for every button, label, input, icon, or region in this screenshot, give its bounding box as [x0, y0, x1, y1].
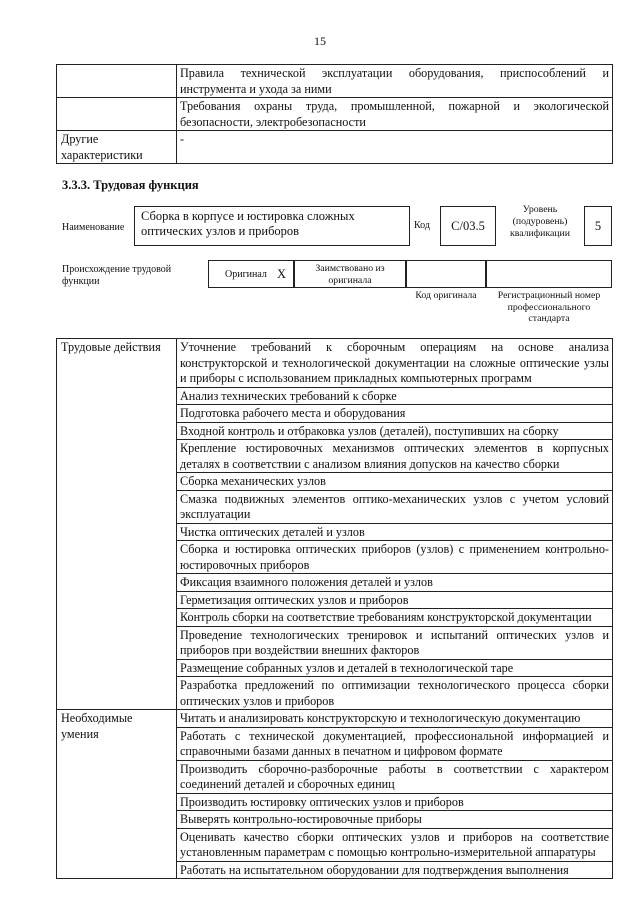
function-name-box	[134, 206, 410, 246]
table-cell	[177, 490, 613, 523]
labor-action-text: Анализ технических требований к сборке	[180, 388, 397, 403]
labor-action-text: Контроль сборки на соответствие требованиям конструкторской документации	[180, 610, 592, 624]
labor-action-text: Уточнение требований к сборочным операциям на основе анализа конструкторской и технологической документации на сложные оптические узлы и приборы с использованием прикладных компьютерных программ	[180, 340, 609, 385]
registration-number-caption: Регистрационный номер профессионального стандарта	[497, 290, 601, 324]
table-cell	[177, 591, 613, 609]
registration-number-box	[486, 260, 612, 288]
table-cell	[177, 339, 613, 388]
table-cell	[177, 677, 613, 710]
table-cell: Требования охраны труда, промышленной, пожарной и экологической безопасности, электробезопасности	[177, 98, 613, 131]
table-cell	[177, 626, 613, 659]
level-label: Уровень (подуровень) квалификации	[509, 204, 571, 239]
main-table	[56, 338, 613, 879]
table-cell	[177, 760, 613, 793]
table-cell	[177, 574, 613, 592]
section-title: 3.3.3. Трудовая функция	[62, 178, 199, 192]
table-cell	[177, 440, 613, 473]
original-code-box	[406, 260, 486, 288]
labor-action-text: Подготовка рабочего места и оборудования	[180, 406, 406, 420]
labor-actions-label: Трудовые действия	[57, 339, 177, 710]
origin-label: Происхождение трудовой функции	[62, 264, 172, 287]
table-cell	[177, 861, 613, 879]
labor-action-text: Герметизация оптических узлов и приборов	[180, 592, 409, 607]
original-label: Оригинал	[225, 269, 267, 280]
table-cell	[177, 828, 613, 861]
labor-action-text: Входной контроль и отбраковка узлов (деталей), поступивших на сборку	[180, 423, 559, 438]
table-cell	[177, 609, 613, 627]
table-cell	[57, 65, 177, 98]
skill-text: Производить сборочно-разборочные работы в соответствии с характером соединений деталей и сборочных единиц	[180, 761, 609, 791]
table-cell	[177, 710, 613, 728]
table-cell	[177, 793, 613, 811]
level-value: 5	[594, 219, 602, 233]
table-cell: -	[177, 131, 613, 164]
table-row	[57, 710, 613, 728]
table-cell	[177, 727, 613, 760]
labor-action-text: Чистка оптических деталей и узлов	[180, 524, 365, 539]
code-box	[440, 206, 496, 246]
table-cell	[177, 541, 613, 574]
borrowed-label: Заимствовано из оригинала	[315, 263, 385, 286]
table-row	[57, 131, 613, 164]
original-code-caption: Код оригинала	[415, 290, 477, 301]
skills-label: Необходимые умения	[57, 710, 177, 879]
function-name: Сборка в корпусе и юстировка сложных оптических узлов и приборов	[141, 209, 355, 238]
table-cell	[177, 659, 613, 677]
table-cell	[177, 422, 613, 440]
table-cell	[177, 523, 613, 541]
labor-action-text: Смазка подвижных элементов оптико-механических узлов с учетом условий эксплуатации	[180, 491, 609, 521]
skill-text: Оценивать качество сборки оптических узлов и приборов на соответствие установленным параметрам с помощью контрольно-измерительной аппаратуры	[180, 829, 609, 859]
table-cell: Правила технической эксплуатации оборудования, приспособлений и инструмента и ухода за ними	[177, 65, 613, 98]
skill-text: Работать на испытательном оборудовании для подтверждения выполнения	[180, 862, 569, 877]
table-row	[57, 98, 613, 131]
labor-action-text: Сборка механических узлов	[180, 474, 326, 488]
skill-text: Производить юстировку оптических узлов и приборов	[180, 794, 464, 809]
labor-action-text: Разработка предложений по оптимизации технологического процесса сборки оптических узлов и приборов	[180, 678, 609, 708]
skill-text: Читать и анализировать конструкторскую и технологическую документацию	[180, 711, 581, 725]
name-label: Наименование	[62, 222, 125, 233]
labor-action-text: Сборка и юстировка оптических приборов (узлов) с применением контрольно-юстировочных приборов	[180, 542, 609, 572]
skill-text: Работать с технической документацией, профессиональной информацией и справочными базами данных в печатном и цифровом формате	[180, 728, 609, 758]
original-box	[208, 260, 294, 288]
borrowed-box	[294, 260, 406, 288]
table-cell	[177, 387, 613, 405]
labor-action-text: Размещение собранных узлов и деталей в технологической таре	[180, 660, 514, 675]
table-cell	[177, 811, 613, 829]
table-row	[57, 339, 613, 388]
other-characteristics-label: Другие характеристики	[57, 131, 177, 164]
table-cell	[177, 473, 613, 491]
table-cell	[57, 98, 177, 131]
table-cell	[177, 405, 613, 423]
labor-action-text: Фиксация взаимного положения деталей и узлов	[180, 575, 433, 589]
code-value: С/03.5	[451, 219, 485, 233]
page-number: 15	[314, 34, 326, 48]
skill-text: Выверять контрольно-юстировочные приборы	[180, 812, 422, 826]
top-table	[56, 64, 613, 164]
table-row	[57, 65, 613, 98]
original-mark: X	[277, 267, 287, 281]
code-label: Код	[414, 220, 430, 231]
labor-action-text: Проведение технологических тренировок и испытаний оптических узлов и приборов при воздействии внешних факторов	[180, 627, 609, 657]
level-box	[584, 206, 612, 246]
labor-action-text: Крепление юстировочных механизмов оптических элементов в корпусных деталях в соответствии с анализом влияния допусков на качество сборки	[180, 441, 609, 471]
